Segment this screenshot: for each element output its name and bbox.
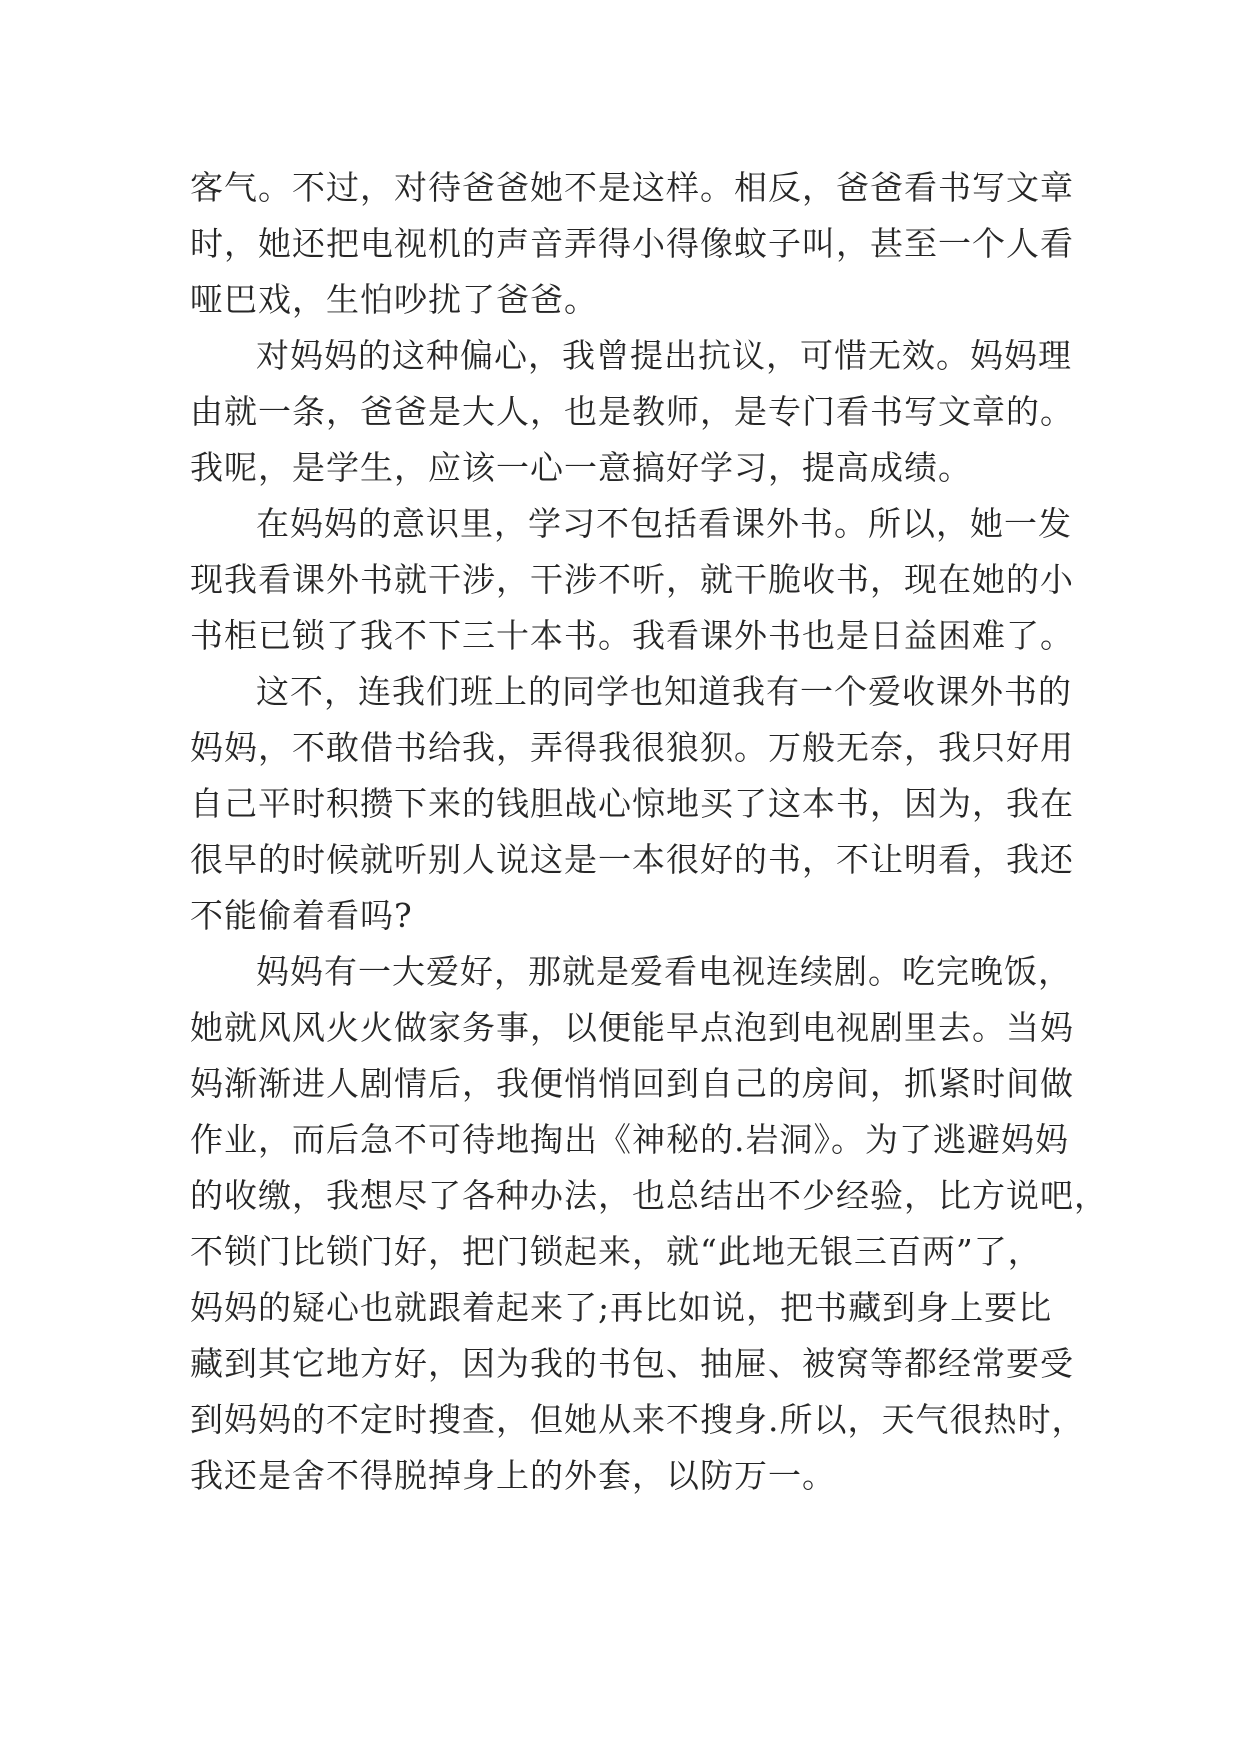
paragraph-first-line: 这不，连我们班上的同学也知道我有一个爱收课外书的 (256, 672, 1072, 711)
paragraph-first-line: 妈妈有一大爱好，那就是爱看电视连续剧。吃完晚饭， (256, 952, 1072, 991)
text-line: 由就一条，爸爸是大人，也是教师，是专门看书写文章的。 (190, 392, 1074, 431)
text-line: 妈妈，不敢借书给我，弄得我很狼狈。万般无奈，我只好用 (190, 728, 1074, 767)
text-line: 我呢，是学生，应该一心一意搞好学习，提高成绩。 (190, 448, 972, 487)
text-line: 现我看课外书就干涉，干涉不听，就干脆收书，现在她的小 (190, 560, 1074, 599)
text-line: 藏到其它地方好，因为我的书包、抽屉、被窝等都经常要受 (190, 1344, 1074, 1383)
text-line: 时，她还把电视机的声音弄得小得像蚊子叫，甚至一个人看 (190, 224, 1074, 263)
text-line: 她就风风火火做家务事，以便能早点泡到电视剧里去。当妈 (190, 1008, 1074, 1047)
article-body (190, 160, 1108, 1504)
text-line: 书柜已锁了我不下三十本书。我看课外书也是日益困难了。 (190, 616, 1074, 655)
text-line: 妈妈的疑心也就跟着起来了;再比如说，把书藏到身上要比 (190, 1288, 1053, 1327)
text-line: 到妈妈的不定时搜查，但她从来不搜身.所以，天气很热时， (190, 1400, 1086, 1439)
text-line: 不能偷着看吗? (190, 896, 413, 935)
text-line: 的收缴，我想尽了各种办法，也总结出不少经验，比方说吧， (190, 1176, 1108, 1215)
text-line: 客气。不过，对待爸爸她不是这样。相反，爸爸看书写文章 (190, 168, 1074, 207)
text-line: 作业，而后急不可待地掏出《神秘的.岩洞》。为了逃避妈妈 (190, 1120, 1069, 1159)
text-line: 很早的时候就听别人说这是一本很好的书，不让明看，我还 (190, 840, 1074, 879)
text-line: 妈渐渐进人剧情后，我便悄悄回到自己的房间，抓紧时间做 (190, 1064, 1074, 1103)
text-line: 我还是舍不得脱掉身上的外套，以防万一。 (190, 1456, 836, 1495)
text-line: 哑巴戏，生怕吵扰了爸爸。 (190, 280, 598, 319)
paragraph-first-line: 对妈妈的这种偏心，我曾提出抗议，可惜无效。妈妈理 (256, 336, 1072, 375)
paragraph-first-line: 在妈妈的意识里，学习不包括看课外书。所以，她一发 (256, 504, 1072, 543)
text-line: 不锁门比锁门好，把门锁起来，就“此地无银三百两”了， (190, 1232, 1042, 1271)
text-line: 自己平时积攒下来的钱胆战心惊地买了这本书，因为，我在 (190, 784, 1074, 823)
